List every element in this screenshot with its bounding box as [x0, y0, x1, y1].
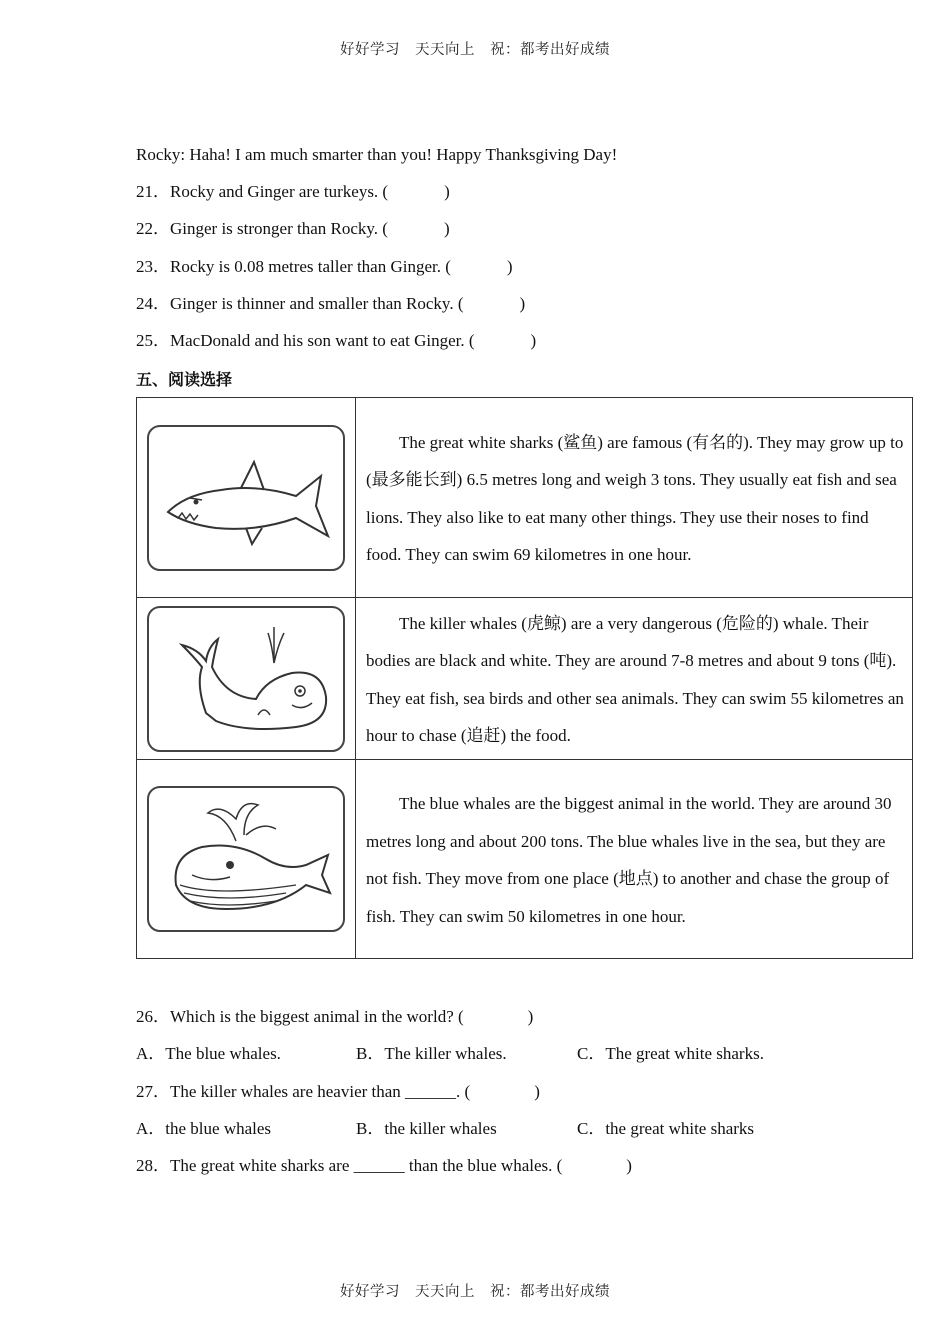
question-26: 26．Which is the biggest animal in the world? ( ) [136, 1007, 534, 1026]
q27-option-b[interactable]: B．the killer whales [356, 1119, 497, 1138]
shark-illustration [146, 424, 346, 572]
question-23: 23．Rocky is 0.08 metres taller than Ginger. ( ) [136, 257, 513, 276]
reading-row-shark [137, 398, 913, 598]
question-21: 21．Rocky and Ginger are turkeys. ( ) [136, 182, 450, 201]
blue-whale-text-cell [356, 760, 913, 959]
killer-whale-illustration [146, 605, 346, 753]
reading-table [136, 397, 913, 959]
reading-row-killer-whale [137, 598, 913, 760]
q27-option-a[interactable]: A．the blue whales [136, 1119, 272, 1138]
page-footer: 好好学习 天天向上 祝：都考出好成绩 [340, 1284, 610, 1300]
shark-image-cell [137, 398, 356, 598]
killer-whale-image-cell [137, 598, 356, 760]
question-22: 22．Ginger is stronger than Rocky. ( ) [136, 219, 450, 238]
q27-option-c[interactable]: C．the great white sharks [577, 1119, 755, 1138]
blue-whale-paragraph: The blue whales are the biggest animal in the world. They are around 30 metres long and about 200 tons. The blue whales live in the sea, but they are not fish. They move from one place (地点) to another and chase the group of fish. They can swim 50 kilometres in one hour. [366, 794, 892, 926]
killer-whale-paragraph: The killer whales (虎鲸) are a very dangerous (危险的) whale. Their bodies are black and white. They are around 7-8 metres and about 9 tons (吨). They eat fish, sea birds and other sea animals. They can swim 55 kilometres an hour to chase (追赶) the food. [366, 613, 904, 745]
section-title: 五、阅读选择 [136, 370, 233, 389]
shark-paragraph: The great white sharks (鲨鱼) are famous (有名的). They may grow up to (最多能长到) 6.5 metres long and weigh 3 tons. They usually eat fish and sea lions. They also like to eat many other things. They use their noses to find food. They can swim 69 kilometres in one hour. [366, 432, 904, 564]
story-ending-line: Rocky: Haha! I am much smarter than you! Happy Thanksgiving Day! [136, 145, 618, 164]
question-27: 27．The killer whales are heavier than ______. ( ) [136, 1082, 540, 1101]
q26-option-b[interactable]: B．The killer whales. [356, 1044, 507, 1063]
q26-option-a[interactable]: A．The blue whales. [136, 1044, 281, 1063]
q26-option-c[interactable]: C．The great white sharks. [577, 1044, 764, 1063]
question-24: 24．Ginger is thinner and smaller than Rocky. ( ) [136, 294, 526, 313]
question-25: 25．MacDonald and his son want to eat Ginger. ( ) [136, 331, 537, 350]
page-header: 好好学习 天天向上 祝：都考出好成绩 [340, 42, 610, 58]
question-28: 28．The great white sharks are ______ than the blue whales. ( ) [136, 1156, 632, 1175]
reading-row-blue-whale [137, 760, 913, 959]
shark-text-cell [356, 398, 913, 598]
blue-whale-image-cell [137, 760, 356, 959]
blue-whale-illustration [146, 785, 346, 933]
killer-whale-text-cell [356, 598, 913, 760]
